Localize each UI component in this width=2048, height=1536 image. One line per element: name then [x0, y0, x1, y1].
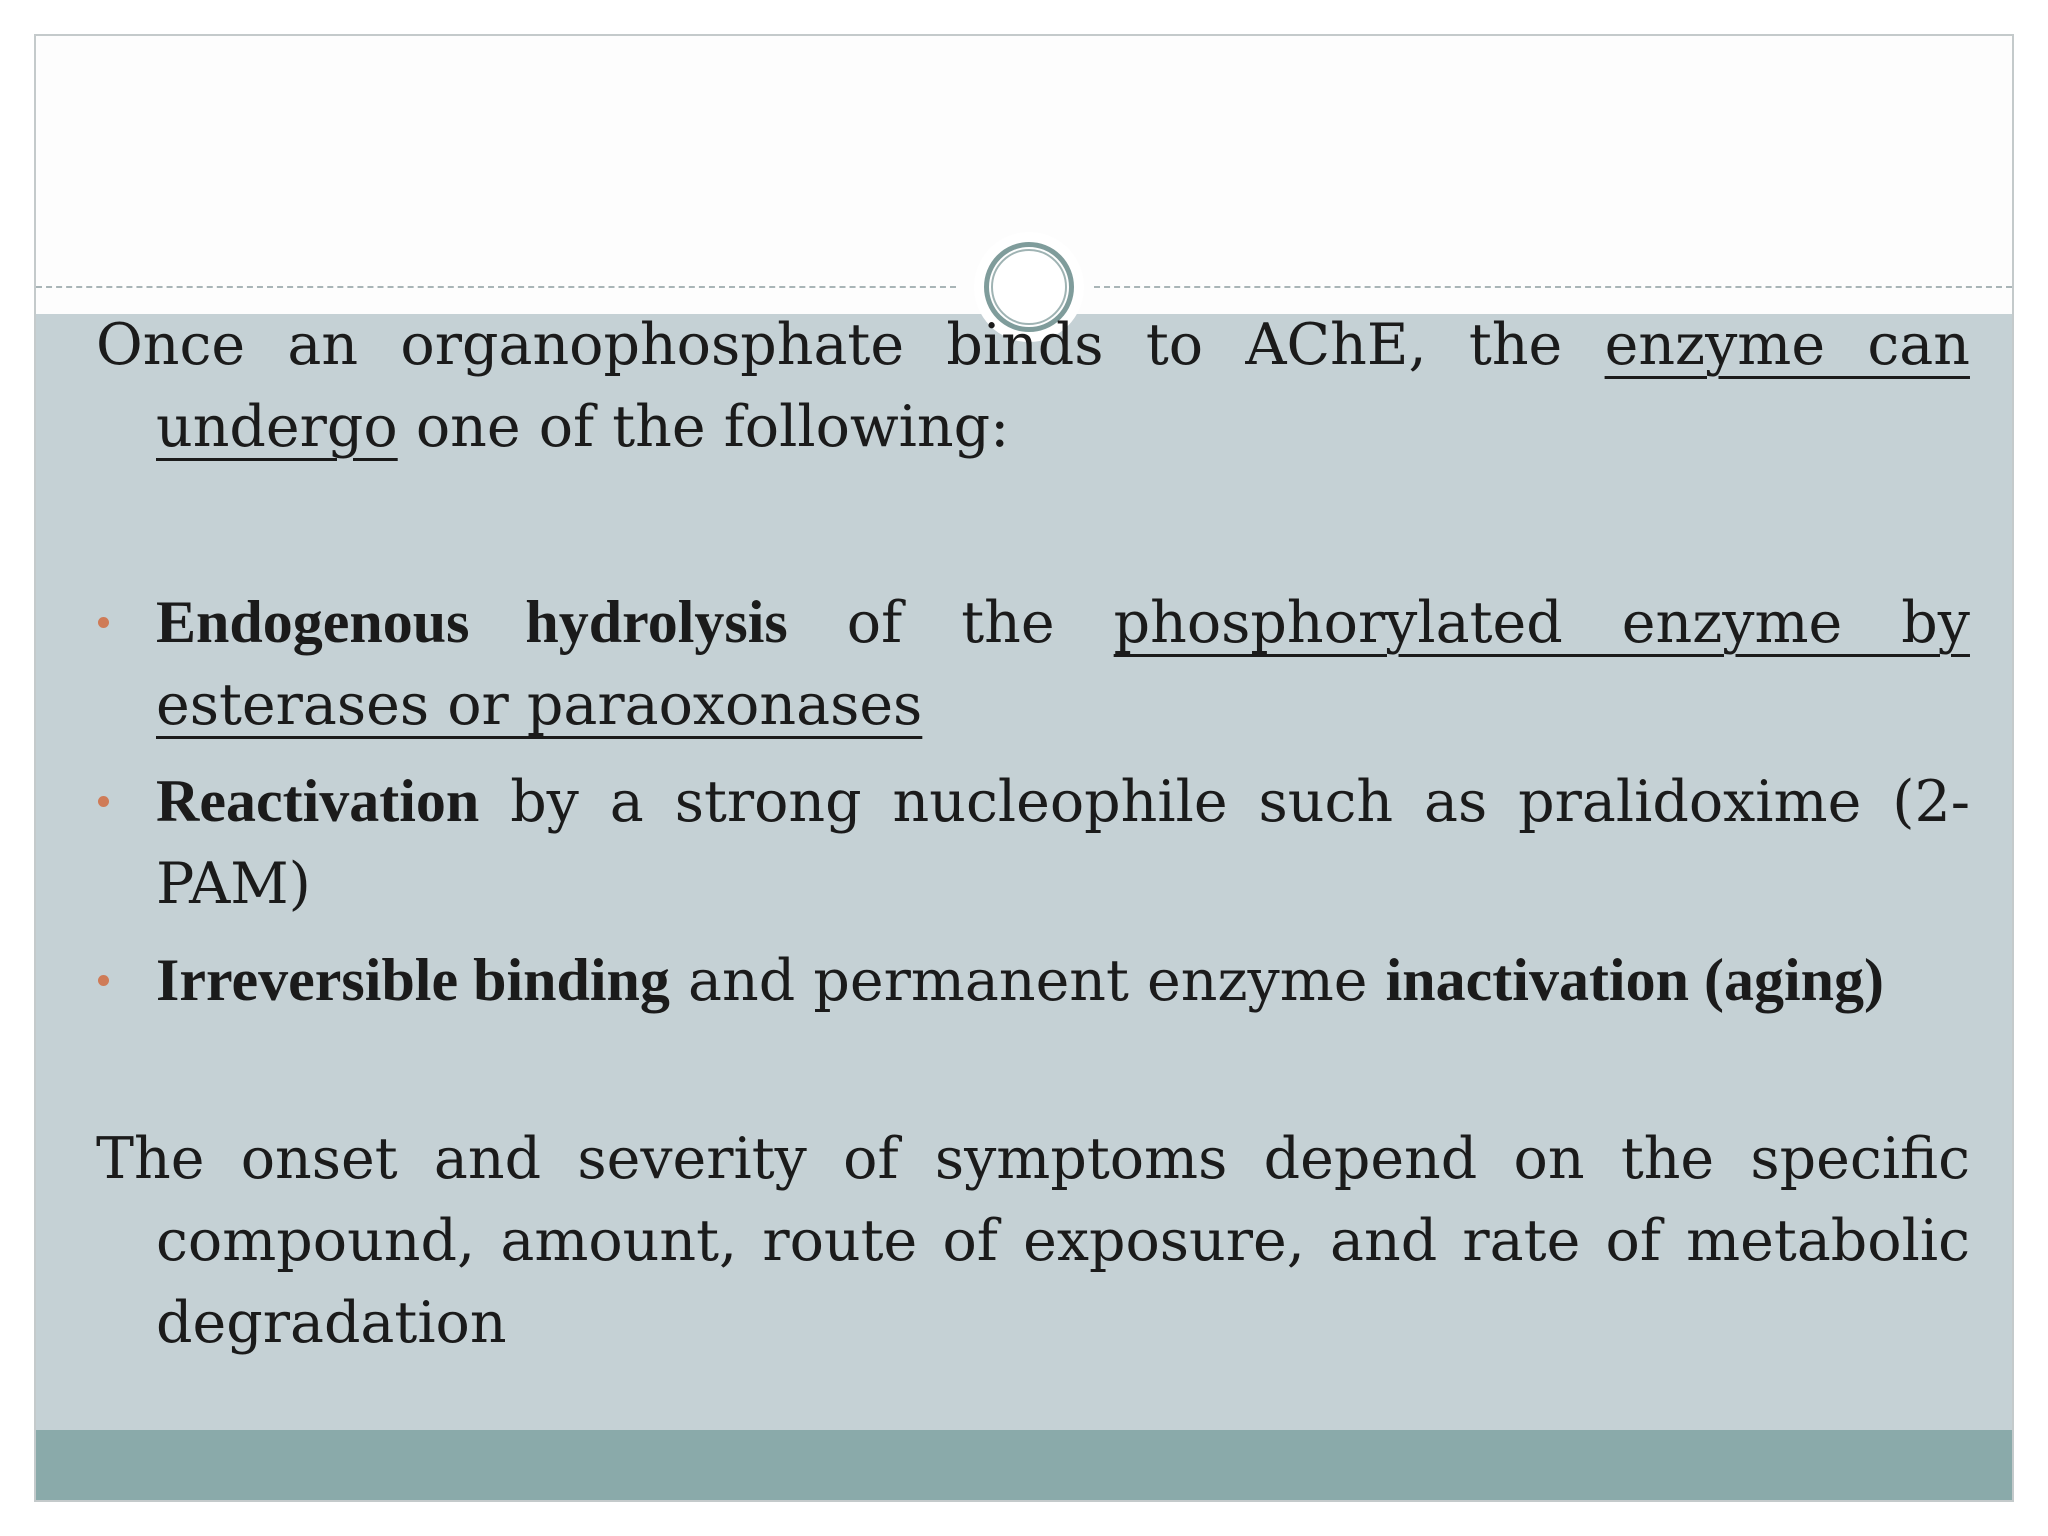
slide-body — [96, 304, 1970, 1364]
bullet-bold-term: Reactivation — [156, 768, 480, 834]
bullet-text: and permanent enzyme — [669, 948, 1386, 1014]
bullet-text: by a strong nucleophile such as pralidoxime (2-PAM) — [156, 769, 1970, 917]
bullet-text: of the — [787, 590, 1114, 656]
bullet-item-hydrolysis — [96, 581, 1970, 746]
bullet-bold-term: Endogenous hydrolysis — [156, 589, 788, 655]
intro-text: Once an organophosphate binds to AChE, the — [96, 312, 1605, 378]
bullet-item-irreversible — [96, 939, 1970, 1022]
intro-underlined-text: enzyme can undergo — [156, 312, 1970, 460]
bullet-bold-term-2: inactivation (aging) — [1385, 947, 1884, 1013]
bullet-underlined-text: phosphorylated enzyme by esterases or paraoxonases — [156, 590, 1970, 738]
slide — [34, 34, 2014, 1502]
dashed-divider-left — [36, 286, 956, 288]
outro-paragraph: The onset and severity of symptoms depend on the specific compound, amount, route of exposure, and rate of metabolic degradation — [96, 1126, 1970, 1356]
bullet-item-reactivation — [96, 760, 1970, 925]
bullet-list — [96, 581, 1970, 1022]
bullet-bold-term: Irreversible binding — [156, 947, 670, 1013]
bullet-icon — [98, 975, 109, 986]
footer-band — [36, 1430, 2012, 1502]
intro-text-end: one of the following: — [397, 394, 1010, 460]
bullet-icon — [98, 796, 109, 807]
dashed-divider-right — [1094, 286, 2012, 288]
intro-paragraph — [96, 304, 1970, 468]
bullet-icon — [98, 617, 109, 628]
